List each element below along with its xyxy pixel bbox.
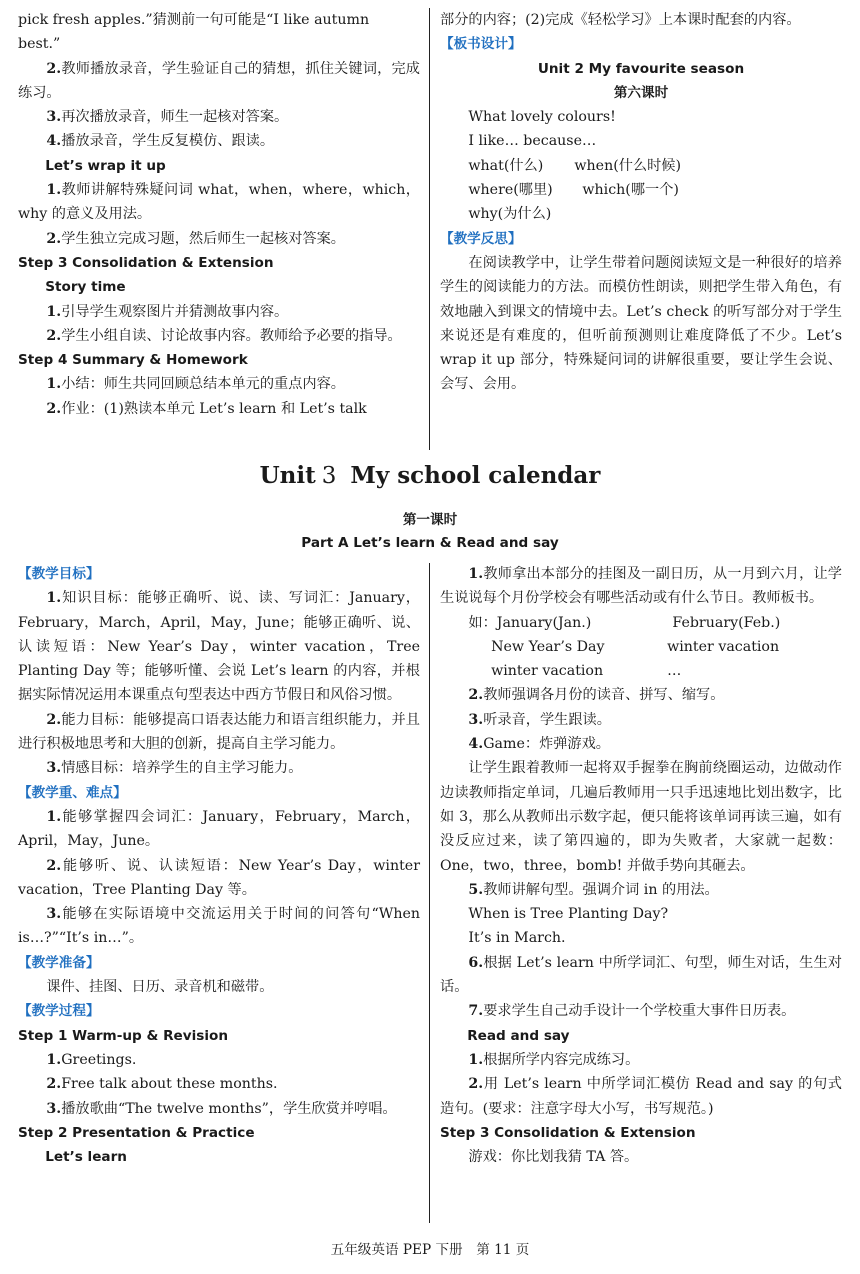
- paragraph: 在阅读教学中，让学生带着问题阅读短文是一种很好的培养学生的阅读能力的方法。而模仿性朗读，则把学生带入角色，有效地融入到课文的情境中去。Let’s check 的听写部分对于学生来说还是有难度的，但听前预测则让难度降低了不少。Let’s wrap it up 部分，特殊疑问词的讲解很重要，要让学生会说、会写、会用。: [440, 254, 842, 393]
- section-heading: Read and say: [467, 1027, 570, 1044]
- key-points-tag: 【教学重、难点】: [18, 784, 127, 801]
- paragraph: 4.播放录音，学生反复模仿、跟读。: [46, 133, 275, 150]
- paragraph: 课件、挂图、日历、录音机和磁带。: [46, 979, 274, 996]
- paragraph: 3.情感目标：培养学生的自主学习能力。: [46, 760, 303, 777]
- paragraph: 2.Free talk about these months.: [46, 1076, 278, 1093]
- paragraph: 5.教师讲解句型。强调介词 in 的用法。: [468, 881, 719, 898]
- paragraph: 1.知识目标：能够正确听、说、读、写词汇：January，February，March，April，May，June；能够正确听、说、认读短语：New Year’s Day，winter vacation，Tree Planting Day 等；能够听懂、会说 Let’s learn 的内容，并根据实际情况运用本课重点句型表达中西方节假日和风俗习惯。: [18, 590, 420, 704]
- preparation-tag: 【教学准备】: [18, 954, 100, 971]
- board-line: What lovely colours!: [468, 109, 616, 126]
- example-sentence: It’s in March.: [468, 930, 566, 947]
- paragraph: 让学生跟着教师一起将双手握拳在胸前绕圈运动，边做动作边读教师指定单词，几遍后教师用一只手迅速地比划出数字，比如 3，那么从教师出示数字起，便只能将该单词再读三遍，如有没反应过来，读了第四遍的，即为失败者，大家就一起数：One，two，three，bomb! 并做手势向其砸去。: [440, 760, 842, 874]
- board-title: Unit 2 My favourite season: [537, 60, 745, 77]
- board-line: what(什么) when(什么时候): [468, 157, 682, 174]
- paragraph: 2.学生小组自读、讨论故事内容。教师给予必要的指导。: [46, 327, 402, 344]
- paragraph: 1.引导学生观察图片并猜测故事内容。: [46, 303, 289, 320]
- bottom-left-column: [18, 562, 420, 1169]
- example-row: New Year’s Day winter vacation: [491, 638, 780, 655]
- paragraph: 1.教师拿出本部分的挂图及一副日历，从一月到六月，让学生说说每个月份学校会有哪些活动或有什么节日。教师板书。: [440, 566, 842, 607]
- board-line: where(哪里) which(哪一个): [468, 182, 679, 199]
- board-subtitle: 第六课时: [613, 84, 669, 101]
- process-tag: 【教学过程】: [18, 1003, 100, 1020]
- column-divider-top: [429, 8, 430, 450]
- paragraph: 2.用 Let’s learn 中所学词汇模仿 Read and say 的句式造句。(要求：注意字母大小写，书写规范。): [440, 1076, 842, 1117]
- paragraph: 4.Game：炸弹游戏。: [468, 736, 610, 753]
- example-row: 如：January(Jan.) February(Feb.): [468, 614, 781, 631]
- step-heading: Step 1 Warm-up & Revision: [18, 1027, 229, 1044]
- step-heading: Step 3 Consolidation & Extension: [440, 1124, 696, 1141]
- part-title: Part A Let’s learn & Read and say: [301, 535, 559, 551]
- board-line: why(为什么): [468, 206, 552, 223]
- column-divider-bottom: [429, 563, 430, 1223]
- paragraph: 6.根据 Let’s learn 中所学词汇、句型，师生对话，生生对话。: [440, 954, 842, 996]
- reflection-tag: 【教学反思】: [440, 230, 522, 247]
- paragraph: 3.听录音，学生跟读。: [468, 711, 611, 728]
- paragraph: 2.作业：(1)熟读本单元 Let’s learn 和 Let’s talk: [46, 400, 367, 417]
- section-heading: Let’s learn: [45, 1149, 127, 1166]
- paragraph: 3.播放歌曲“The twelve months”，学生欣赏并哼唱。: [46, 1100, 397, 1117]
- example-row: winter vacation …: [491, 663, 682, 680]
- paragraph: 1.Greetings.: [46, 1051, 137, 1068]
- example-sentence: When is Tree Planting Day?: [468, 906, 669, 923]
- lesson-title: 第一课时: [402, 512, 458, 528]
- page-footer: 五年级英语 PEP 下册 第 11 页: [330, 1242, 530, 1258]
- section-heading: Let’s wrap it up: [45, 157, 166, 174]
- text-line: best.”: [18, 36, 61, 53]
- top-right-column: [440, 8, 842, 397]
- paragraph: 游戏：你比划我猜 TA 答。: [468, 1149, 639, 1166]
- goals-tag: 【教学目标】: [18, 566, 100, 582]
- paragraph: 3.能够在实际语境中交流运用关于时间的问答句“When is…?”“It’s in…”。: [18, 906, 420, 947]
- step-heading: Step 2 Presentation & Practice: [18, 1124, 255, 1141]
- bottom-right-column: [440, 562, 842, 1169]
- board-line: I like… because…: [468, 133, 597, 150]
- paragraph: 7.要求学生自己动手设计一个学校重大事件日历表。: [468, 1003, 796, 1020]
- paragraph: 部分的内容；(2)完成《轻松学习》上本课时配套的内容。: [440, 12, 801, 28]
- paragraph: 2.学生独立完成习题，然后师生一起核对答案。: [46, 230, 345, 247]
- step-heading: Step 4 Summary & Homework: [18, 352, 248, 369]
- top-left-column: [18, 8, 420, 421]
- paragraph: 1.能够掌握四会词汇：January，February，March，April，May，June。: [18, 808, 420, 850]
- paragraph: 2.能够听、说、认读短语：New Year’s Day，winter vacation，Tree Planting Day 等。: [18, 857, 420, 898]
- paragraph: 3.再次播放录音，师生一起核对答案。: [46, 109, 289, 126]
- paragraph: 1.小结：师生共同回顾总结本单元的重点内容。: [46, 376, 345, 393]
- paragraph: 1.根据所学内容完成练习。: [468, 1051, 640, 1068]
- paragraph: 2.教师强调各月份的读音、拼写、缩写。: [468, 687, 725, 704]
- board-design-tag: 【板书设计】: [440, 36, 522, 53]
- step-heading: Step 3 Consolidation & Extension: [18, 254, 274, 271]
- unit-title: Unit 3 My school calendar: [259, 462, 601, 489]
- paragraph: 2.教师播放录音，学生验证自己的猜想，抓住关键词，完成练习。: [18, 60, 420, 101]
- section-heading: Story time: [45, 279, 126, 296]
- paragraph: 2.能力目标：能够提高口语表达能力和语言组织能力，并且进行积极地思考和大胆的创新，提高自主学习能力。: [18, 711, 420, 753]
- paragraph: 1.教师讲解特殊疑问词 what，when，where，which，why 的意义及用法。: [18, 182, 420, 223]
- text-line: pick fresh apples.”猜测前一句可能是“I like autumn: [18, 12, 370, 28]
